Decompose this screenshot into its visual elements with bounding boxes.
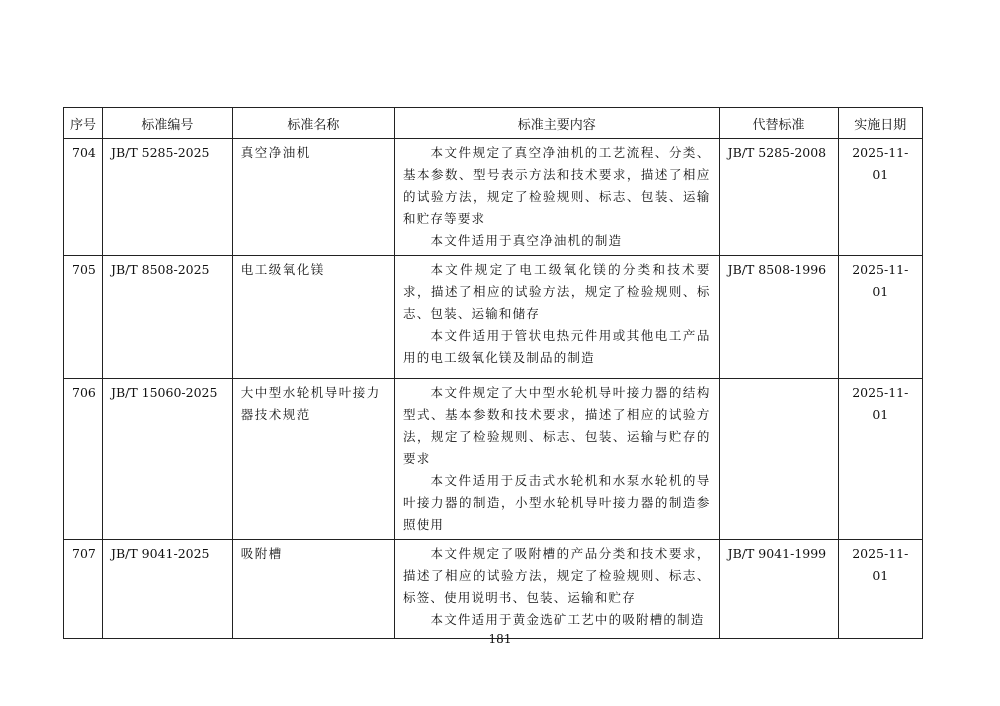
row-effective-date: 2025-11-01 (838, 379, 922, 540)
table-row (64, 540, 923, 639)
page-number: 181 (488, 632, 512, 646)
row-standard-code: JB/T 9041-2025 (102, 540, 232, 639)
header-serial-no: 序号 (64, 108, 103, 139)
row-serial-no: 706 (64, 379, 103, 540)
header-replaces: 代替标准 (719, 108, 838, 139)
header-main-content: 标准主要内容 (395, 108, 720, 139)
row-standard-name: 真空净油机 (232, 139, 394, 256)
row-standard-name: 电工级氧化镁 (232, 256, 394, 379)
row-effective-date: 2025-11-01 (838, 256, 922, 379)
row-effective-date: 2025-11-01 (838, 540, 922, 639)
row-effective-date: 2025-11-01 (838, 139, 922, 256)
row-standard-code: JB/T 5285-2025 (102, 139, 232, 256)
table-row (64, 256, 923, 379)
content-scope-paragraph: 本文件规定了吸附槽的产品分类和技术要求，描述了相应的试验方法，规定了检验规则、标志、标签、使用说明书、包装、运输和贮存 (403, 546, 711, 605)
row-standard-code: JB/T 15060-2025 (102, 379, 232, 540)
header-effective-date: 实施日期 (838, 108, 922, 139)
row-replaces: JB/T 9041-1999 (719, 540, 838, 639)
standards-table (63, 107, 923, 639)
table-row (64, 139, 923, 256)
header-standard-name: 标准名称 (232, 108, 394, 139)
content-scope-paragraph: 本文件规定了真空净油机的工艺流程、分类、基本参数、型号表示方法和技术要求，描述了相应的试验方法，规定了检验规则、标志、包装、运输和贮存等要求 (403, 145, 711, 226)
content-applicability-paragraph: 本文件适用于黄金选矿工艺中的吸附槽的制造 (430, 612, 705, 627)
row-serial-no: 707 (64, 540, 103, 639)
table-header-row (64, 108, 923, 139)
row-standard-name: 吸附槽 (232, 540, 394, 639)
row-replaces: JB/T 5285-2008 (719, 139, 838, 256)
content-applicability-paragraph: 本文件适用于管状电热元件用或其他电工产品用的电工级氧化镁及制品的制造 (403, 328, 711, 365)
row-main-content (395, 379, 720, 540)
content-applicability-paragraph: 本文件适用于反击式水轮机和水泵水轮机的导叶接力器的制造，小型水轮机导叶接力器的制造参照使用 (403, 473, 711, 532)
row-replaces (719, 379, 838, 540)
row-standard-code: JB/T 8508-2025 (102, 256, 232, 379)
content-scope-paragraph: 本文件规定了电工级氧化镁的分类和技术要求，描述了相应的试验方法，规定了检验规则、标志、包装、运输和储存 (403, 262, 711, 321)
row-serial-no: 705 (64, 256, 103, 379)
row-standard-name: 大中型水轮机导叶接力器技术规范 (232, 379, 394, 540)
table-row (64, 379, 923, 540)
row-main-content (395, 139, 720, 256)
header-standard-code: 标准编号 (102, 108, 232, 139)
row-main-content (395, 540, 720, 639)
row-replaces: JB/T 8508-1996 (719, 256, 838, 379)
content-scope-paragraph: 本文件规定了大中型水轮机导叶接力器的结构型式、基本参数和技术要求，描述了相应的试验方法，规定了检验规则、标志、包装、运输与贮存的要求 (403, 385, 711, 466)
content-applicability-paragraph: 本文件适用于真空净油机的制造 (430, 233, 623, 248)
row-main-content (395, 256, 720, 379)
row-serial-no: 704 (64, 139, 103, 256)
